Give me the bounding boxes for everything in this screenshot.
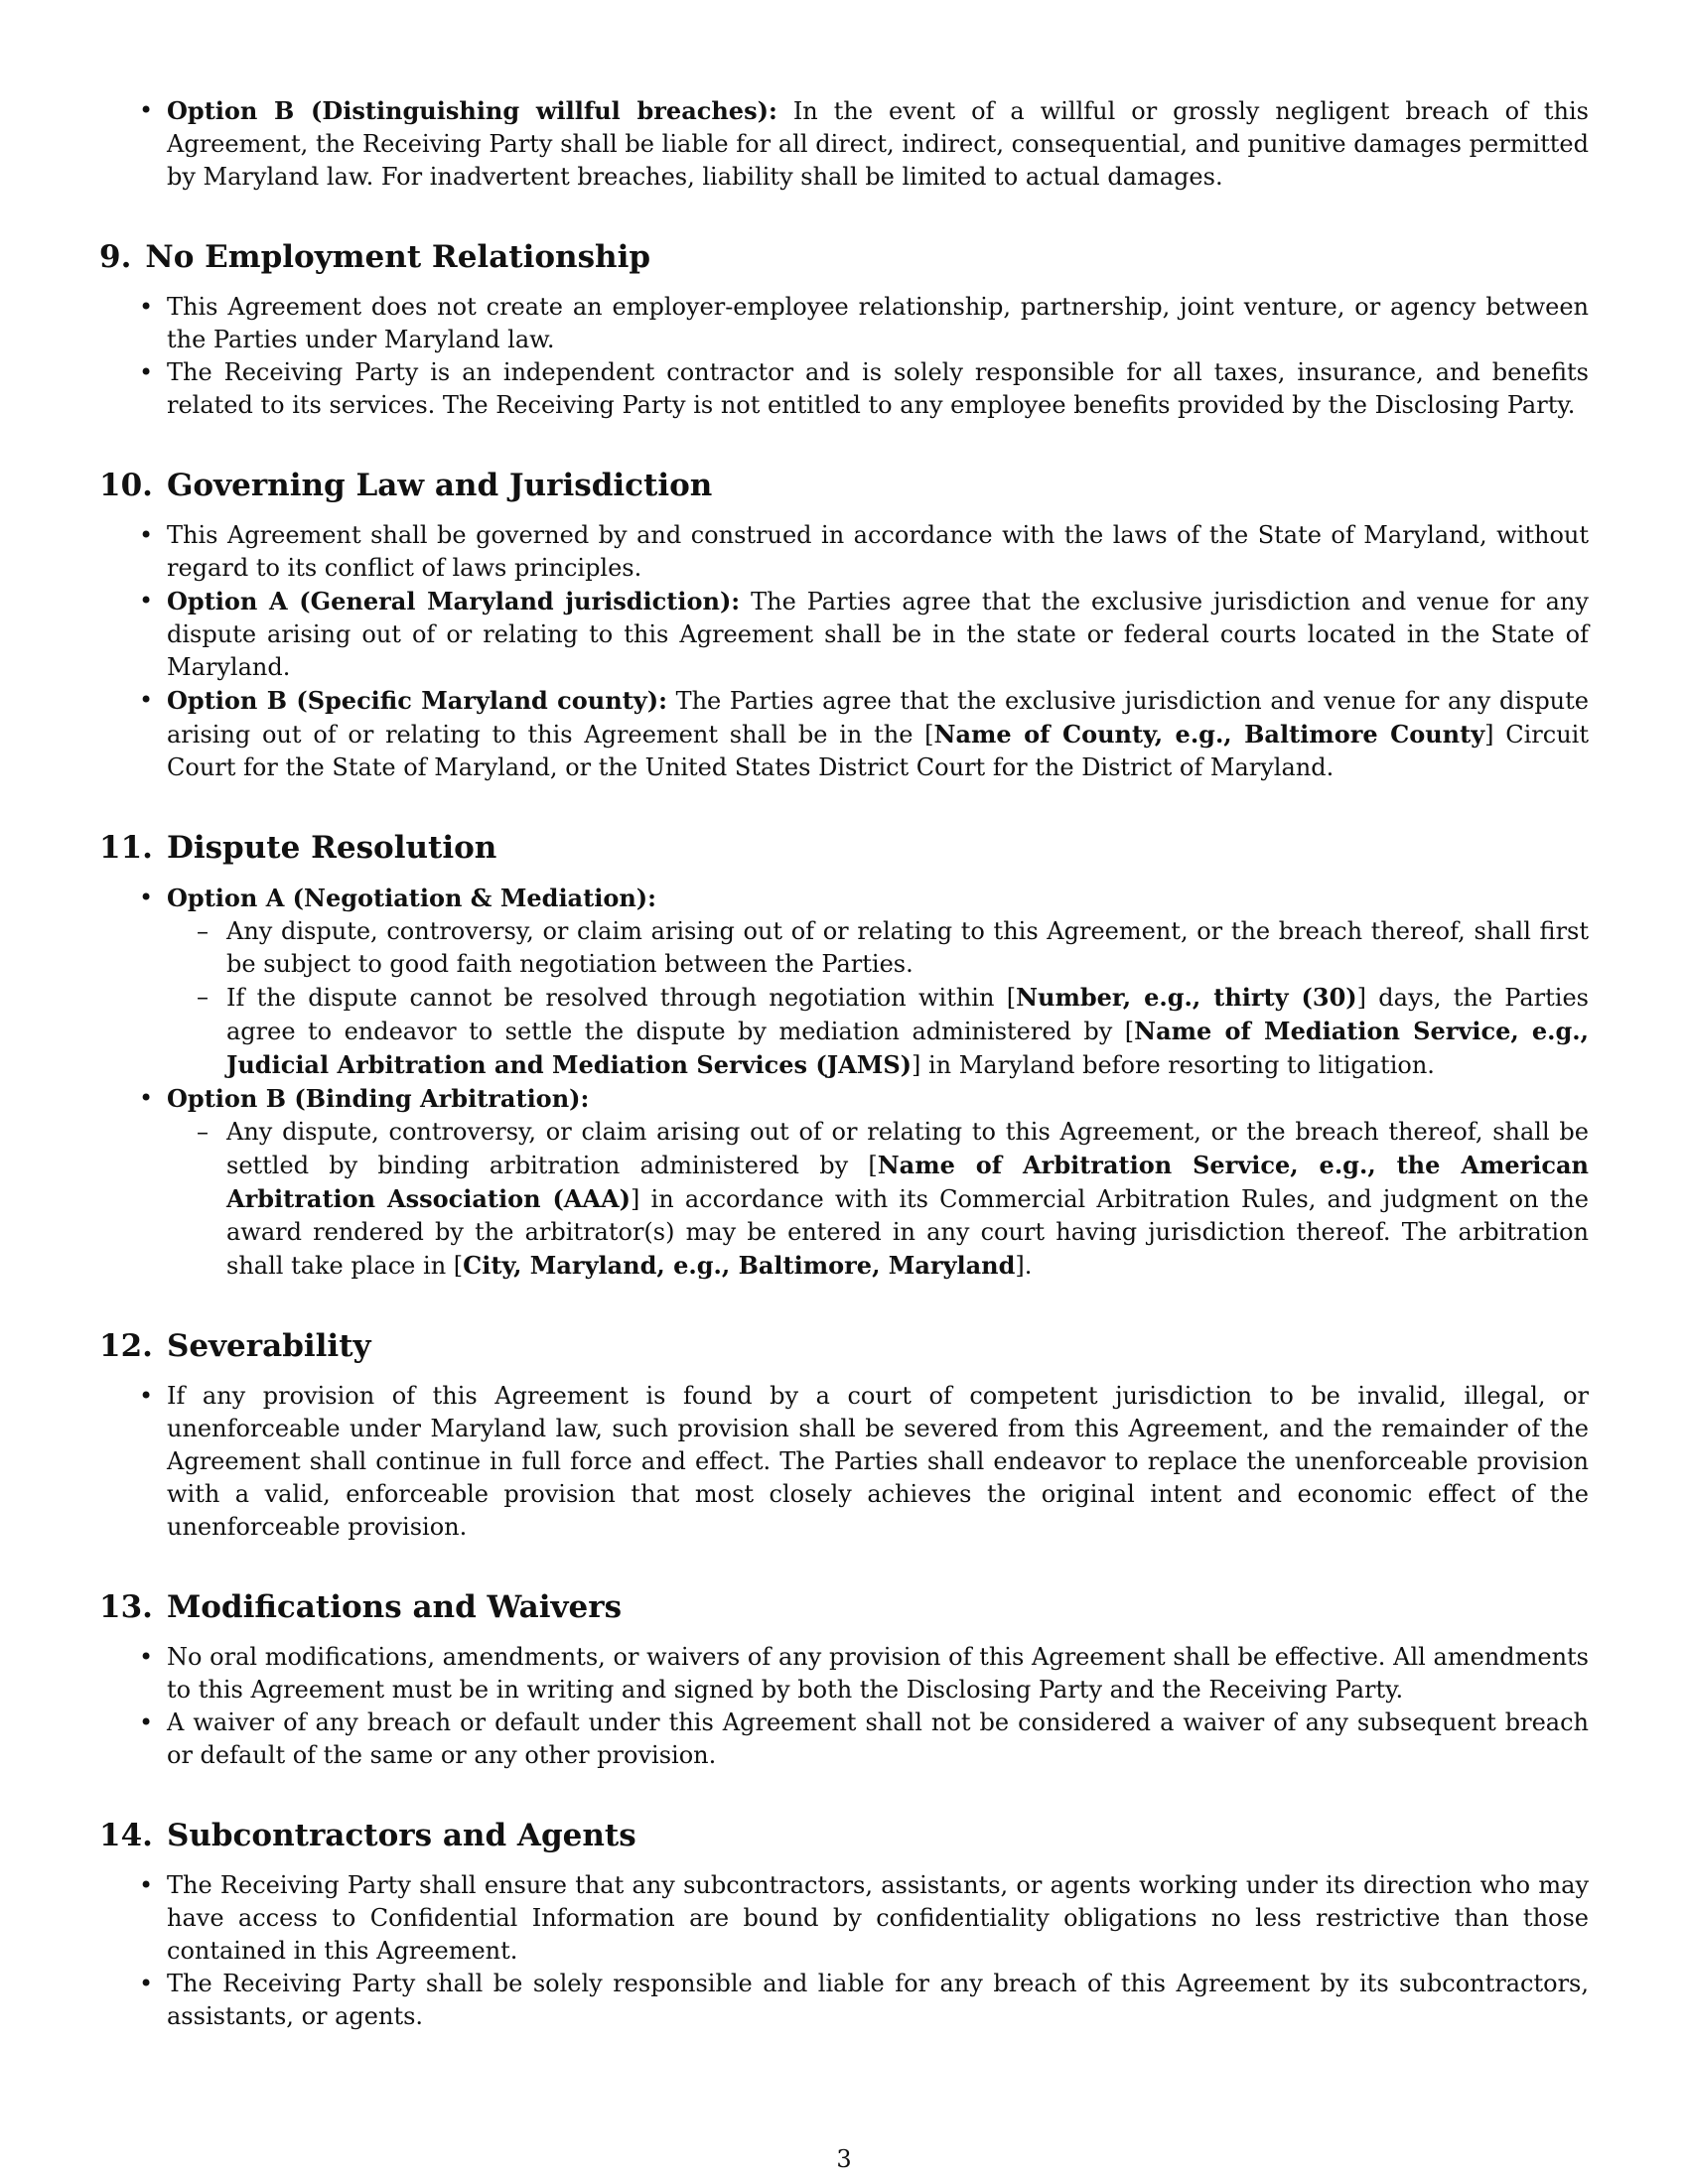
- option-label: Option B (Distinguishing willful breaches):: [167, 96, 777, 125]
- list-item: [99, 94, 1589, 194]
- paragraph-text: ] Circuit Court for the State of Maryland, or the United States District Court for the District of Maryland.: [167, 721, 1589, 781]
- section-12: [99, 1326, 1589, 1544]
- list-item: [99, 1968, 1589, 2033]
- section-number: 13.: [99, 1589, 153, 1625]
- section-title: Governing Law and Jurisdiction: [166, 468, 713, 503]
- page-number: 3: [836, 2145, 852, 2173]
- bullet-icon: •: [139, 1084, 154, 1112]
- list-item: [99, 1641, 1589, 1706]
- paragraph-text: A waiver of any breach or default under this Agreement shall not be considered a waiver of any subsequent breach or default of the same or any other provision.: [167, 1708, 1589, 1769]
- paragraph-text: The Receiving Party shall ensure that any subcontractors, assistants, or agents working under its direction who may have access to Confidential Information are bound by confidentiality obligations no less restrictive than those contained in this Agreement.: [167, 1871, 1589, 1965]
- bullet-icon: •: [139, 1871, 154, 1899]
- section-heading: [99, 828, 1589, 868]
- dash-icon: –: [197, 1118, 209, 1146]
- placeholder-text: Number, e.g., thirty (30): [1016, 983, 1357, 1012]
- bullet-icon: •: [139, 1382, 154, 1410]
- section-heading: [99, 1587, 1589, 1627]
- paragraph-text: In the event of a willful or grossly negligent breach of this Agreement, the Receiving Party shall be liable for all direct, indirect, consequential, and punitive damages permitted by Maryland law. For inadvertent breaches, liability shall be limited to actual damages.: [167, 97, 1589, 191]
- paragraph-text: The Receiving Party shall be solely responsible and liable for any breach of this Agreement by its subcontractors, assistants, or agents.: [167, 1970, 1589, 2030]
- sub-list-item: [167, 915, 1589, 981]
- bullet-list: [99, 291, 1589, 422]
- paragraph-text: ].: [1015, 1252, 1033, 1280]
- option-label: Option A (General Maryland jurisdiction):: [167, 587, 741, 615]
- placeholder-text: Name of Arbitration Service, e.g., the American Arbitration Association (AAA): [226, 1151, 1589, 1213]
- section-heading: [99, 466, 1589, 505]
- section-13: [99, 1587, 1589, 1772]
- document-page: [99, 94, 1589, 2033]
- paragraph-text: No oral modifications, amendments, or waivers of any provision of this Agreement shall be effective. All amendments to this Agreement must be in writing and signed by both the Disclosing Party and the Receiving Party.: [167, 1643, 1589, 1704]
- section-title: Dispute Resolution: [166, 830, 497, 866]
- bullet-icon: •: [139, 521, 154, 549]
- paragraph-text: This Agreement shall be governed by and construed in accordance with the laws of the State of Maryland, without regard to its conflict of laws principles.: [167, 521, 1589, 582]
- paragraph-text: Any dispute, controversy, or claim arising out of or relating to this Agreement, or the breach thereof, shall be settled by binding arbitration administered by [: [226, 1118, 1589, 1179]
- paragraph-text: This Agreement does not create an employer-employee relationship, partnership, joint venture, or agency between the Parties under Maryland law.: [167, 293, 1589, 353]
- section-number: 9.: [99, 239, 132, 275]
- section-heading: [99, 1816, 1589, 1855]
- placeholder-text: City, Maryland, e.g., Baltimore, Maryland: [463, 1251, 1016, 1280]
- section-11: [99, 828, 1589, 1283]
- sub-list: [167, 1116, 1589, 1283]
- dash-icon: –: [197, 917, 209, 945]
- option-label: Option A (Negotiation & Mediation):: [167, 884, 656, 912]
- list-item: [99, 519, 1589, 585]
- section-8-continued: [99, 94, 1589, 194]
- list-item: [99, 1380, 1589, 1544]
- paragraph-text: ] days, the Parties agree to endeavor to settle the dispute by mediation administered by [: [226, 984, 1589, 1045]
- bullet-icon: •: [139, 1708, 154, 1736]
- section-number: 10.: [99, 468, 153, 503]
- paragraph-text: The Receiving Party is an independent contractor and is solely responsible for all taxes, insurance, and benefits related to its services. The Receiving Party is not entitled to any employee benefits provided by the Disclosing Party.: [167, 358, 1589, 419]
- bullet-icon: •: [139, 96, 154, 124]
- bullet-icon: •: [139, 587, 154, 614]
- section-title: No Employment Relationship: [145, 239, 651, 275]
- section-heading: [99, 1326, 1589, 1366]
- list-item: [99, 1082, 1589, 1283]
- sub-list-item: [167, 1116, 1589, 1283]
- option-label: Option B (Binding Arbitration):: [167, 1084, 590, 1113]
- section-heading: [99, 237, 1589, 277]
- section-10: [99, 466, 1589, 784]
- bullet-list: [99, 1869, 1589, 2033]
- section-14: [99, 1816, 1589, 2033]
- bullet-icon: •: [139, 1643, 154, 1671]
- bullet-icon: •: [139, 686, 154, 714]
- dash-icon: –: [197, 983, 209, 1011]
- placeholder-text: Name of Mediation Service, e.g., Judicial Arbitration and Mediation Services (JAMS): [226, 1017, 1590, 1079]
- sub-list-item: [167, 981, 1589, 1082]
- bullet-icon: •: [139, 1970, 154, 1997]
- section-9: [99, 237, 1589, 422]
- list-item: [99, 291, 1589, 356]
- bullet-list: [99, 1641, 1589, 1772]
- list-item: [99, 585, 1589, 684]
- list-item: [99, 684, 1589, 784]
- list-item: [99, 356, 1589, 422]
- sub-list: [167, 915, 1589, 1082]
- section-title: Subcontractors and Agents: [166, 1818, 636, 1853]
- option-label: Option B (Specific Maryland county):: [167, 686, 667, 715]
- list-item: [99, 1869, 1589, 1968]
- paragraph-text: ] in Maryland before resorting to litigation.: [912, 1051, 1435, 1079]
- paragraph-text: The Parties agree that the exclusive jurisdiction and venue for any dispute arising out of or relating to this Agreement shall be in the [: [167, 687, 1589, 749]
- section-title: Severability: [166, 1328, 371, 1364]
- paragraph-text: ] in accordance with its Commercial Arbitration Rules, and judgment on the award rendered by the arbitrator(s) may be entered in any court having jurisdiction thereof. The arbitration shall take place in [: [226, 1185, 1589, 1280]
- bullet-list: [99, 882, 1589, 1283]
- section-title: Modifications and Waivers: [166, 1589, 623, 1625]
- placeholder-text: Name of County, e.g., Baltimore County: [933, 720, 1485, 749]
- section-number: 12.: [99, 1328, 153, 1364]
- list-item: [99, 882, 1589, 1082]
- list-item: [99, 1706, 1589, 1772]
- paragraph-text: If any provision of this Agreement is found by a court of competent jurisdiction to be invalid, illegal, or unenforceable under Maryland law, such provision shall be severed from this Agreement, and the remainder of the Agreement shall continue in full force and effect. The Parties shall endeavor to replace the unenforceable provision with a valid, enforceable provision that most closely achieves the original intent and economic effect of the unenforceable provision.: [167, 1382, 1589, 1541]
- bullet-list: [99, 1380, 1589, 1544]
- bullet-list: [99, 94, 1589, 194]
- bullet-list: [99, 519, 1589, 784]
- bullet-icon: •: [139, 358, 154, 386]
- bullet-icon: •: [139, 884, 154, 911]
- paragraph-text: The Parties agree that the exclusive jurisdiction and venue for any dispute arising out of or relating to this Agreement shall be in the state or federal courts located in the State of Maryland.: [167, 588, 1589, 681]
- paragraph-text: Any dispute, controversy, or claim arising out of or relating to this Agreement, or the breach thereof, shall first be subject to good faith negotiation between the Parties.: [226, 917, 1589, 978]
- section-number: 14.: [99, 1818, 153, 1853]
- section-number: 11.: [99, 830, 153, 866]
- paragraph-text: If the dispute cannot be resolved through negotiation within [: [226, 984, 1017, 1012]
- bullet-icon: •: [139, 293, 154, 321]
